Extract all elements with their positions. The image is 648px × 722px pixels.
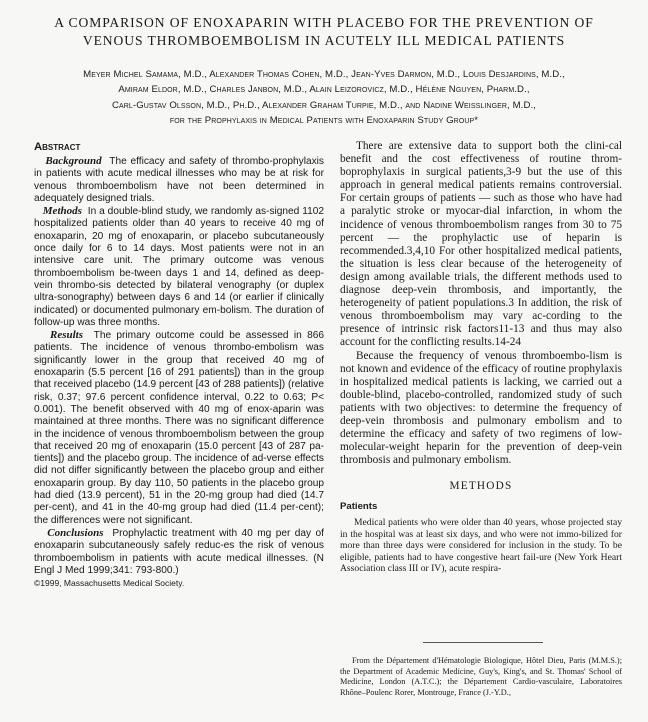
methods-text: In a double-blind study, we randomly as-signed 1102 hospitalized patients older than 40 years to receive 40 mg of enoxaparin, 20 mg of enoxaparin, or placebo subcutaneously once daily for 6 to 14 days. Most patients were not in an intensive care unit. The primary outcome was venous thromboembolism be-tween days 1 and 14, defined as deep-vein thrombo-sis detected by bilateral venography (or duplex ultra-sonography) between days 6 and 14 (or earlier if clinically indicated) or documented pulmonary em-bolism. The duration of follow-up was three months.	[34, 206, 324, 328]
methods-label: Methods	[42, 205, 82, 218]
author-line-1: Meyer Michel Samama, M.D., Alexander Thomas Cohen, M.D., Jean-Yves Darmon, M.D., Louis Desjardins, M.D.,	[83, 69, 565, 80]
abstract-methods	[34, 205, 324, 329]
abstract-background	[34, 155, 324, 205]
patients-paragraph: Medical patients who were older than 40 years, whose projected stay in the hospital was at least six days, and who were not immo-bilized for more than three days were considered for inclusion in the study. To be eligible, patients had to have congestive heart fail-ure (New York Heart Association class III or IV), acute respira-	[340, 517, 622, 574]
intro-paragraph-1: There are extensive data to support both the clini-cal benefit and the cost effectiveness of routine throm-boprophylaxis in surgical patients,3-9 but the use of this approach in general medical patients remains controversial. For certain groups of patients — such as those who have had a paralytic stroke or myocar-dial infarction, in whom the incidence of venous thromboembolism ranges from 30 to 75 percent — the prophylactic use of heparin is recommended.3,4,10 For other hospitalized medical patients, the situation is less clear because of the heterogeneity of design among available trials, the different methods used to diagnose deep-vein thrombosis, and importantly, the heterogeneity of patient populations.3 In addition, the risk of venous thromboembolism may vary ac-cording to the presence of intrinsic risk factors11-13 and thus may also account for the conflicting results.14-24	[340, 140, 622, 349]
background-label: Background	[45, 155, 102, 167]
article-title	[0, 14, 648, 50]
abstract-column	[34, 140, 324, 722]
title-line-2: VENOUS THROMBOEMBOLISM IN ACUTELY ILL MEDICAL PATIENTS	[82, 33, 566, 48]
methods-heading: METHODS	[449, 480, 513, 493]
abstract-results	[34, 329, 324, 527]
results-label: Results	[49, 329, 83, 342]
author-line-3: Carl-Gustav Olsson, M.D., Ph.D., Alexander Graham Turpie, M.D., and Nadine Weisslinger, M.D.,	[111, 99, 537, 111]
intro-paragraph-2: Because the frequency of venous thromboembo-lism is not known and evidence of the efficacy of routine prophylaxis in hospitalized medical patients is lacking, we carried out a double-blind, placebo-controlled, randomized study of such patients with two objectives: to determine the frequency of deep-vein thrombosis and pulmonary embolism and to determine the efficacy and safety of two regimens of low-molecular-weight heparin for the prevention of deep-vein thrombosis and pulmonary embolism.	[340, 349, 622, 467]
conclusions-label: Conclusions	[47, 526, 104, 539]
copyright-notice: ©1999, Massachusetts Medical Society.	[34, 578, 185, 589]
results-text: The primary outcome could be assessed in 866 patients. The incidence of venous thrombo-embolism was significantly lower in the group that received 40 mg of enoxaparin (5.5 percent [16 of 291 patients]) than in the group that received placebo (14.9 percent [43 of 288 patients]) (relative risk, 0.37; 97.6 percent confidence interval, 0.22 to 0.63; P< 0.001). The benefit observed with 40 mg of enox-aparin was maintained at three months. There was no significant difference in the incidence of venous thromboembolism between the group that received 20 mg of enoxaparin (15.0 percent [43 of 287 pa-tients]) and the placebo group. The incidence of ad-verse effects did not differ significantly between the placebo group and either enoxaparin group. By day 110, 50 patients in the placebo group had died (13.9 percent), 51 in the 20-mg group had died (14.7 per-cent), and 41 in the 40-mg group had died (11.4 per-cent); the differences were not significant.	[34, 330, 324, 526]
abstract-conclusions	[34, 527, 324, 577]
author-line-4: for the Prophylaxis in Medical Patients with Enoxaparin Study Group*	[169, 114, 479, 126]
author-list	[10, 67, 638, 128]
abstract-heading: Abstract	[34, 141, 81, 153]
conclusions-text: Prophylactic treatment with 40 mg per day of enoxaparin subcutaneously safely reduc-es the risk of venous thromboembolism in patients with acute medical illnesses. (N Engl J Med 1999;341: 793-800.)	[34, 527, 324, 576]
affiliation-footnote: From the Département d'Hématologie Biologique, Hôtel Dieu, Paris (M.M.S.); the Department of Academic Medicine, Guy's, King's, and St. Thomas' School of Medicine, London (A.T.C.); the Département Cardio-vasculaire, Laboratoires Rhône–Poulenc Rorer, Montrouge, France (J.-Y.D.,	[340, 656, 622, 698]
author-line-2: Amiram Eldor, M.D., Charles Janbon, M.D., Alain Leizorovicz, M.D., Hélène Nguyen, Pharm.D.,	[118, 84, 530, 96]
title-line-1: A COMPARISON OF ENOXAPARIN WITH PLACEBO FOR THE PREVENTION OF	[54, 15, 594, 30]
body-column	[340, 140, 622, 722]
patients-heading: Patients	[340, 501, 378, 513]
footnote-rule	[420, 642, 546, 643]
background-text: The efficacy and safety of thrombo-prophylaxis in patients with acute medical illnesses who may be at risk for venous thromboembolism have not been determined in adequately designed trials.	[34, 156, 324, 204]
